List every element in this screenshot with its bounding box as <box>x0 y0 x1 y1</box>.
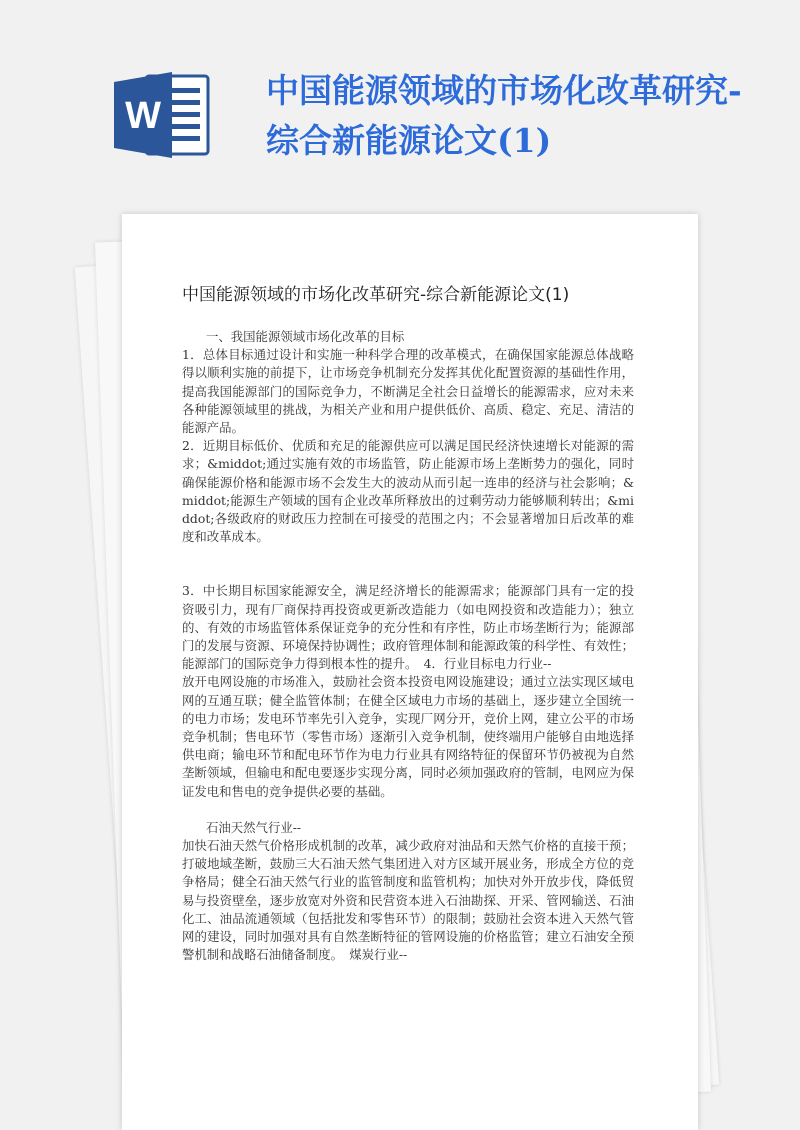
document-title: 中国能源领域的市场化改革研究-综合新能源论文(1) <box>182 285 570 305</box>
page-title: 中国能源领域的市场化改革研究-综合新能源论文(1) <box>266 71 742 160</box>
word-icon-letter: W <box>125 95 161 137</box>
paragraph: 2．近期目标低价、优质和充足的能源供应可以满足国民经济快速增长对能源的需求；&middot;通过实施有效的市场监管，防止能源市场上垄断势力的强化，同时确保能源价格和能源市场不会发生大的波动从而引起一连串的经济与社会影响；&middot;能源生产领域的国有企业改革所释放出的过剩劳动力能够顺利转出；&middot;各级政府的财政压力控制在可接受的范围之内；不会显著增加日后改革的难度和改革成本。 <box>182 438 634 545</box>
paragraph-gap <box>182 801 634 819</box>
paragraph: 放开电网设施的市场准入，鼓励社会资本投资电网设施建设；通过立法实现区域电网的互通互联；健全监管体制；在健全区域电力市场的基础上，逐步建立全国统一的电力市场；发电环节率先引入竞争，实现厂网分开，竞价上网，建立公平的市场竞争机制；售电环节（零售市场）逐渐引入竞争机制，使终端用户能够自由地选择供电商；输电环节和配电环节作为电力行业具有网络特征的保留环节仍被视为自然垄断领域，但输电和配电要逐步实现分离，同时必须加强政府的管制，电网应为保证发电和售电的竞争提供必要的基础。 <box>182 674 634 799</box>
document-body <box>182 328 634 965</box>
section-heading: 一、我国能源领域市场化改革的目标 <box>206 329 405 344</box>
paragraph: 加快石油天然气价格形成机制的改革，减少政府对油品和天然气价格的直接干预；打破地域垄断，鼓励三大石油天然气集团进入对方区域开展业务，形成全方位的竞争格局；健全石油天然气行业的监管制度和监管机构；加快对外开放步伐，降低贸易与投资壁垒，逐步放宽对外资和民营资本进入石油勘探、开采、管网输送、石油化工、油品流通领域（包括批发和零售环节）的限制；鼓励社会资本进入天然气管网的建设，同时加强对具有自然垄断特征的管网设施的价格监管；建立石油安全预警机制和战略石油储备制度。 煤炭行业-- <box>182 838 634 963</box>
paragraph: 1．总体目标通过设计和实施一种科学合理的改革模式，在确保国家能源总体战略得以顺利实施的前提下，让市场竞争机制充分发挥其优化配置资源的基础性作用，提高我国能源部门的国际竞争力，不断满足全社会日益增长的能源需求，应对未来各种能源领域里的挑战，为相关产业和用户提供低价、高质、稳定、充足、清洁的能源产品。 <box>182 347 634 436</box>
document-page <box>122 214 698 1130</box>
paragraph-gap <box>182 546 634 582</box>
word-document-icon <box>112 70 212 160</box>
paragraph: 3．中长期目标国家能源安全，满足经济增长的能源需求；能源部门具有一定的投资吸引力，现有厂商保持再投资或更新改造能力（如电网投资和改造能力）；独立的、有效的市场监管体系保证竞争的充分性和有序性，防止市场垄断行为；能源部门的发展与资源、环境保持协调性；政府管理体制和能源政策的科学性、有效性；能源部门的国际竞争力得到根本性的提升。 4．行业目标电力行业-- <box>182 583 634 672</box>
subsection-heading: 石油天然气行业-- <box>206 819 302 835</box>
header <box>0 0 800 205</box>
